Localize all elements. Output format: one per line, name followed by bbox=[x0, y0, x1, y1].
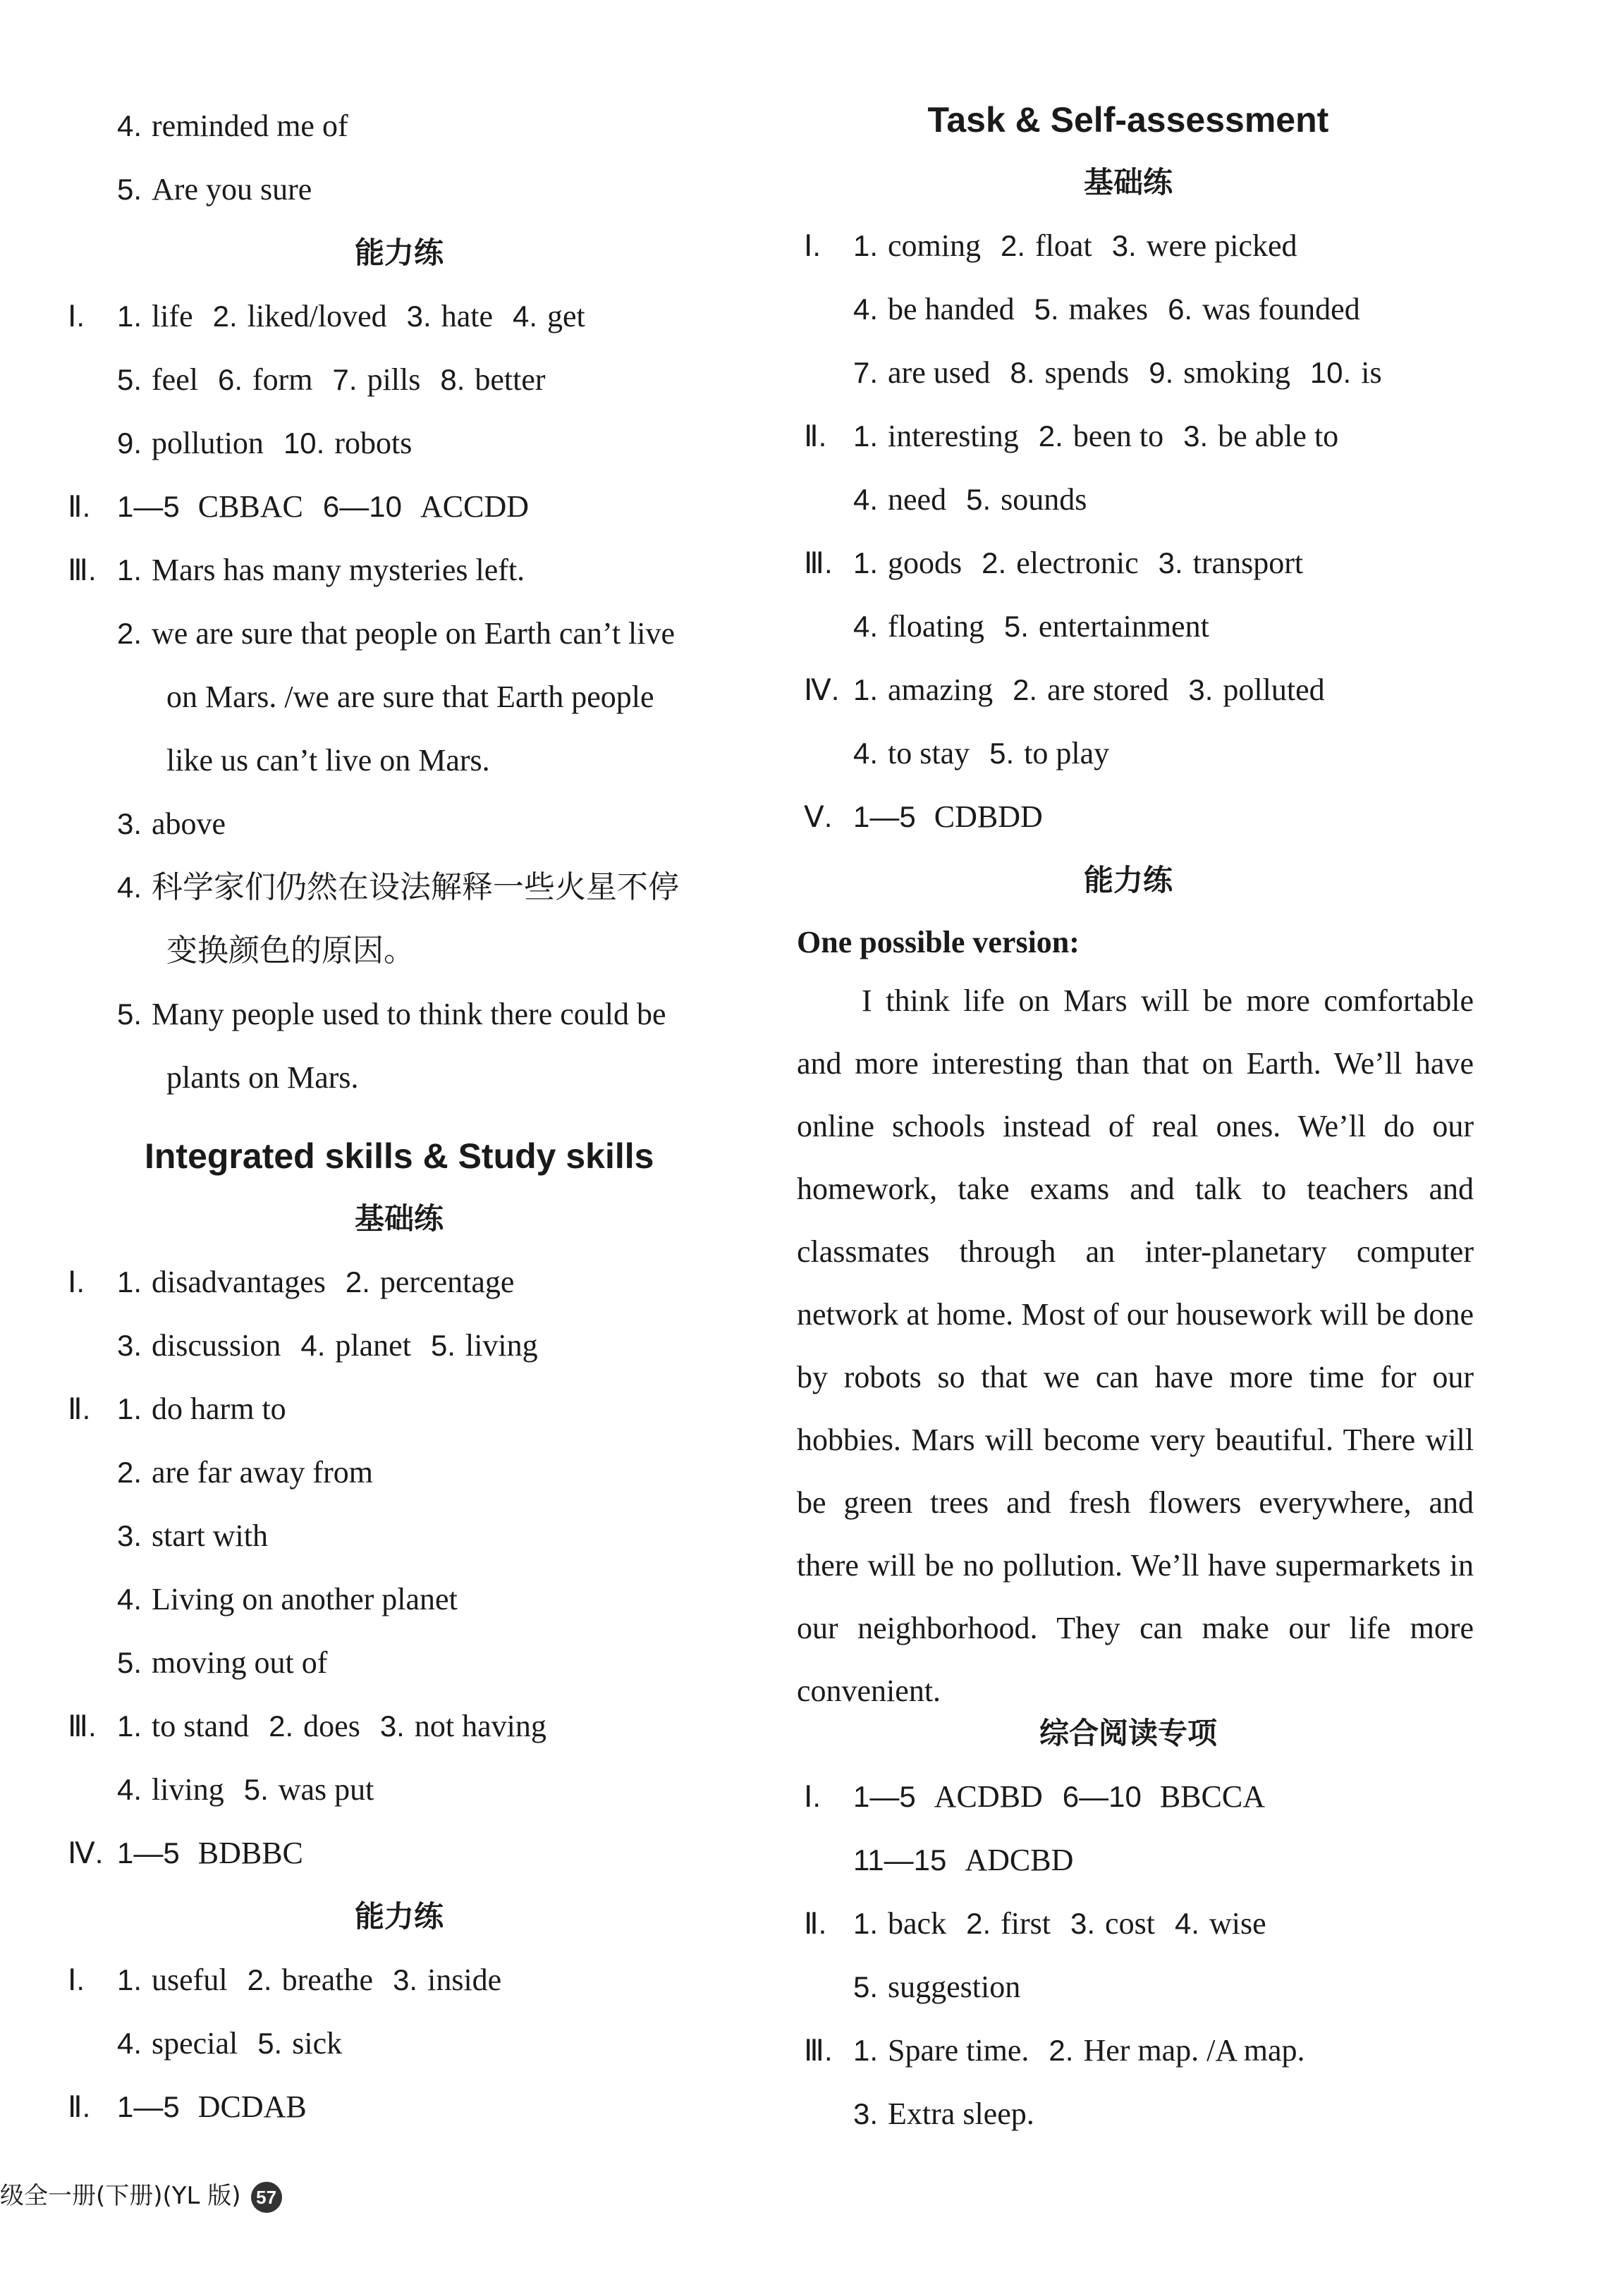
item-number: 2. bbox=[247, 1963, 272, 1996]
item-number: 3. bbox=[1111, 229, 1137, 262]
answer-content bbox=[117, 994, 666, 1035]
item-number: 4. bbox=[853, 293, 879, 326]
item-number: 1. bbox=[853, 546, 879, 579]
question-range: 1—5 bbox=[117, 490, 180, 523]
item-number: 2. bbox=[966, 1907, 991, 1940]
answer-content bbox=[117, 613, 675, 654]
roman-numeral: Ⅱ. bbox=[804, 1907, 827, 1940]
answer-content bbox=[117, 867, 679, 908]
answer-text: goods bbox=[888, 546, 963, 580]
choice-answers: DCDAB bbox=[197, 2089, 307, 2124]
item-number: 4. bbox=[117, 1583, 142, 1616]
item-number: 5. bbox=[1034, 293, 1059, 326]
page-number-badge: 57 bbox=[251, 2182, 282, 2213]
item-number: 4. bbox=[117, 871, 142, 904]
roman-numeral: Ⅳ. bbox=[68, 1836, 104, 1870]
subsection-heading: 能力练 bbox=[355, 235, 444, 270]
answer-text: we are sure that people on Earth can’t live bbox=[152, 616, 676, 651]
item-number: 5. bbox=[117, 173, 142, 206]
item-number: 4. bbox=[117, 1773, 142, 1806]
item-number: 1. bbox=[117, 1392, 142, 1425]
answer-content bbox=[117, 296, 585, 337]
section-heading: Integrated skills & Study skills bbox=[145, 1136, 654, 1176]
answer-text: are used bbox=[888, 355, 991, 390]
answer-text: interesting bbox=[888, 419, 1019, 453]
answer-text: first bbox=[1001, 1906, 1051, 1941]
answer-content bbox=[117, 360, 546, 400]
item-number: 5. bbox=[243, 1773, 269, 1806]
item-number: 1. bbox=[117, 1963, 142, 1996]
answer-text: to play bbox=[1024, 736, 1110, 771]
item-number: 5. bbox=[257, 2027, 283, 2060]
answer-content bbox=[117, 2087, 307, 2128]
item-number: 5. bbox=[853, 1970, 879, 2003]
answer-text: cost bbox=[1105, 1906, 1155, 1941]
answer-content bbox=[853, 2030, 1305, 2071]
item-number: 1. bbox=[853, 229, 879, 262]
answer-content bbox=[117, 2023, 342, 2064]
answer-text: does bbox=[303, 1709, 360, 1743]
choice-answers: ADCBD bbox=[965, 1843, 1074, 1877]
answer-text: suggestion bbox=[888, 1970, 1021, 2004]
roman-numeral: Ⅱ. bbox=[804, 419, 827, 453]
item-number: 4. bbox=[853, 610, 879, 643]
answer-text: be able to bbox=[1218, 419, 1339, 453]
answer-text: makes bbox=[1068, 292, 1149, 326]
item-number: 5. bbox=[117, 363, 142, 396]
answer-text: disadvantages bbox=[152, 1265, 326, 1299]
essay-paragraph: I think life on Mars will be more comfortable and more interesting than that on Earth. We’ll have online schools instead of real ones. We’ll do our homework, take exams and talk to teachers and classmates through an inter-planetary computer network at home. Most of our housework will be done by robots so that we can have more time for our hobbies. Mars will become very beautiful. There will be green trees and fresh flowers everywhere, and there will be no pollution. We’ll have supermarkets in our neighborhood. They can make our life more convenient. bbox=[797, 983, 1474, 1708]
subsection-heading: 基础练 bbox=[355, 1201, 444, 1236]
roman-numeral: Ⅴ. bbox=[804, 800, 833, 833]
item-number: 3. bbox=[406, 300, 432, 333]
answer-text: liked/loved bbox=[247, 299, 387, 333]
roman-numeral: Ⅰ. bbox=[68, 300, 85, 333]
item-number: 2. bbox=[117, 1456, 142, 1489]
item-number: 5. bbox=[989, 737, 1015, 770]
subsection-heading: 能力练 bbox=[355, 1899, 444, 1934]
answer-content bbox=[853, 2094, 1034, 2135]
item-number: 3. bbox=[1158, 546, 1183, 579]
answer-content bbox=[853, 670, 1325, 711]
item-number: 2. bbox=[1049, 2034, 1074, 2067]
answer-content bbox=[853, 352, 1382, 393]
item-number: 4. bbox=[117, 109, 142, 142]
choice-answers: BDBBC bbox=[197, 1836, 303, 1870]
roman-numeral: Ⅱ. bbox=[68, 2090, 91, 2123]
question-range: 1—5 bbox=[117, 2090, 180, 2123]
item-number: 4. bbox=[117, 2027, 142, 2060]
item-number: 2. bbox=[1013, 673, 1038, 706]
item-number: 3. bbox=[1070, 1907, 1096, 1940]
answer-text: need bbox=[888, 482, 947, 517]
answer-content bbox=[853, 226, 1297, 266]
answer-content bbox=[117, 1389, 286, 1430]
item-number: 2. bbox=[1001, 229, 1026, 262]
answer-text: back bbox=[888, 1906, 947, 1941]
answer-content bbox=[117, 1516, 268, 1557]
answer-content bbox=[853, 479, 1087, 520]
answer-text: robots bbox=[334, 426, 413, 460]
answer-text: form bbox=[252, 362, 313, 397]
subsection-heading: 综合阅读专项 bbox=[1039, 1716, 1218, 1750]
answer-text: float bbox=[1035, 228, 1092, 263]
choice-answers: CBBAC bbox=[197, 489, 303, 524]
item-number: 9. bbox=[1149, 356, 1174, 389]
item-number: 1. bbox=[117, 1265, 142, 1299]
item-number: 1. bbox=[117, 553, 142, 587]
item-number: 4. bbox=[1174, 1907, 1199, 1940]
roman-numeral: Ⅲ. bbox=[68, 1709, 97, 1743]
choice-answers: ACCDD bbox=[420, 489, 529, 524]
answer-text: start with bbox=[152, 1518, 269, 1553]
answer-text: to stand bbox=[152, 1709, 250, 1743]
answer-text: smoking bbox=[1183, 355, 1290, 390]
item-number: 4. bbox=[853, 737, 879, 770]
roman-numeral: Ⅱ. bbox=[68, 1392, 91, 1425]
roman-numeral: Ⅲ. bbox=[804, 2034, 833, 2067]
choice-answers: CDBDD bbox=[934, 799, 1043, 834]
answer-text: be handed bbox=[888, 292, 1015, 326]
answer-text: Her map. /A map. bbox=[1083, 2033, 1305, 2068]
answer-text: breathe bbox=[281, 1963, 374, 1997]
item-number: 3. bbox=[1183, 419, 1209, 453]
item-number: 1. bbox=[853, 419, 879, 453]
answer-content bbox=[117, 169, 312, 210]
item-number: 4. bbox=[300, 1329, 326, 1362]
roman-numeral: Ⅰ. bbox=[804, 1780, 821, 1813]
answer-text: above bbox=[152, 806, 226, 841]
answer-content bbox=[117, 106, 348, 147]
item-number: 1. bbox=[853, 2034, 879, 2067]
answer-content bbox=[117, 1960, 501, 2001]
item-number: 1. bbox=[117, 300, 142, 333]
answer-content bbox=[117, 1769, 374, 1810]
roman-numeral: Ⅰ. bbox=[804, 229, 821, 262]
answer-content: 变换颜色的原因。 bbox=[166, 933, 415, 968]
item-number: 3. bbox=[117, 1329, 142, 1362]
answer-text: discussion bbox=[152, 1328, 281, 1363]
item-number: 1. bbox=[853, 1907, 879, 1940]
roman-numeral: Ⅱ. bbox=[68, 490, 91, 523]
answer-content bbox=[117, 1579, 458, 1620]
answer-content bbox=[117, 1262, 514, 1303]
answer-text: living bbox=[465, 1328, 538, 1363]
item-number: 5. bbox=[966, 483, 991, 516]
answer-content bbox=[853, 797, 1043, 837]
item-number: 5. bbox=[430, 1329, 456, 1362]
question-range: 1—5 bbox=[853, 800, 916, 833]
model-essay bbox=[797, 969, 1474, 1722]
item-number: 5. bbox=[117, 997, 142, 1031]
page-footer bbox=[0, 2178, 282, 2214]
answer-text: better bbox=[475, 362, 546, 397]
answer-text: not having bbox=[414, 1709, 546, 1743]
item-number: 10. bbox=[1309, 356, 1352, 389]
answer-text: feel bbox=[152, 362, 198, 397]
item-number: 2. bbox=[1038, 419, 1063, 453]
answer-text: percentage bbox=[379, 1265, 515, 1299]
answer-text: planet bbox=[335, 1328, 411, 1363]
item-number: 4. bbox=[853, 483, 879, 516]
answer-content bbox=[117, 486, 529, 527]
item-number: 8. bbox=[1010, 356, 1035, 389]
subsection-heading: 能力练 bbox=[1084, 863, 1173, 897]
answer-content bbox=[853, 733, 1109, 774]
answer-content bbox=[853, 289, 1360, 330]
item-number: 5. bbox=[1003, 610, 1029, 643]
answer-content bbox=[853, 606, 1209, 647]
item-number: 3. bbox=[1188, 673, 1214, 706]
choice-answers: ACDBD bbox=[934, 1779, 1043, 1814]
item-number: 4. bbox=[513, 300, 538, 333]
item-number: 8. bbox=[440, 363, 465, 396]
answer-text: transport bbox=[1192, 546, 1304, 580]
item-number: 10. bbox=[283, 426, 325, 460]
answer-text: were picked bbox=[1146, 228, 1297, 263]
answer-text: useful bbox=[152, 1963, 228, 1997]
answer-text: floating bbox=[888, 609, 984, 644]
answer-text: special bbox=[152, 2026, 238, 2061]
item-number: 7. bbox=[853, 356, 879, 389]
answer-text: been to bbox=[1073, 419, 1164, 453]
answer-content bbox=[853, 1903, 1266, 1944]
item-number: 3. bbox=[853, 2097, 879, 2130]
item-number: 5. bbox=[117, 1646, 142, 1679]
answer-text: wise bbox=[1209, 1906, 1266, 1941]
question-range: 1—5 bbox=[117, 1836, 180, 1870]
roman-numeral: Ⅲ. bbox=[68, 553, 97, 587]
answer-text: are stored bbox=[1047, 673, 1169, 707]
answer-text: was founded bbox=[1202, 292, 1360, 326]
answer-content bbox=[117, 1706, 546, 1747]
answer-text: reminded me of bbox=[152, 109, 348, 143]
item-number: 2. bbox=[269, 1709, 294, 1743]
answer-text: living bbox=[152, 1772, 224, 1807]
answer-content bbox=[117, 1833, 303, 1874]
answer-text: life bbox=[152, 299, 193, 333]
item-number: 3. bbox=[117, 807, 142, 840]
answer-text: 科学家们仍然在设法解释一些火星不停 bbox=[152, 870, 680, 904]
answer-text: sick bbox=[292, 2026, 343, 2061]
answer-text: Extra sleep. bbox=[888, 2097, 1034, 2131]
answer-text: pollution bbox=[152, 426, 264, 460]
answer-text: inside bbox=[427, 1963, 502, 1997]
subsection-heading: 基础练 bbox=[1084, 165, 1173, 199]
item-number: 6. bbox=[217, 363, 243, 396]
item-number: 2. bbox=[212, 300, 238, 333]
answer-content bbox=[117, 423, 412, 464]
roman-numeral: Ⅳ. bbox=[804, 673, 840, 706]
answer-content bbox=[117, 804, 226, 845]
section-heading: Task & Self-assessment bbox=[927, 100, 1329, 140]
answer-content bbox=[853, 416, 1338, 457]
answer-text: Mars has many mysteries left. bbox=[152, 553, 525, 587]
roman-numeral: Ⅰ. bbox=[68, 1963, 85, 1996]
answer-text: Many people used to think there could be bbox=[152, 997, 666, 1031]
answer-content: on Mars. /we are sure that Earth people bbox=[166, 680, 654, 714]
item-number: 3. bbox=[379, 1709, 405, 1743]
answer-text: spends bbox=[1044, 355, 1130, 390]
footer-book-title: 级全一册(下册)(YL 版) bbox=[0, 2182, 241, 2210]
answer-text: electronic bbox=[1016, 546, 1139, 580]
answer-text: Spare time. bbox=[888, 2033, 1029, 2068]
item-number: 1. bbox=[117, 1709, 142, 1743]
item-number: 3. bbox=[393, 1963, 418, 1996]
answer-content bbox=[117, 550, 525, 591]
answer-text: moving out of bbox=[152, 1645, 328, 1680]
answer-text: coming bbox=[888, 228, 982, 263]
answer-text: pills bbox=[367, 362, 421, 397]
answer-text: entertainment bbox=[1038, 609, 1209, 644]
item-number: 6. bbox=[1168, 293, 1193, 326]
item-number: 7. bbox=[332, 363, 358, 396]
item-number: 2. bbox=[345, 1265, 370, 1299]
question-range: 1—5 bbox=[853, 1780, 916, 1813]
answer-content: plants on Mars. bbox=[166, 1060, 359, 1095]
version-label: One possible version: bbox=[797, 925, 1080, 959]
answer-text: Living on another planet bbox=[152, 1582, 458, 1616]
answer-text: is bbox=[1361, 355, 1382, 390]
question-range: 6—10 bbox=[1062, 1780, 1142, 1813]
answer-text: hate bbox=[441, 299, 493, 333]
answer-text: to stay bbox=[888, 736, 970, 771]
question-range: 6—10 bbox=[322, 490, 402, 523]
item-number: 3. bbox=[117, 1519, 142, 1552]
question-range: 11—15 bbox=[853, 1843, 947, 1877]
answer-text: was put bbox=[278, 1772, 374, 1807]
answer-text: are far away from bbox=[152, 1455, 373, 1490]
answer-text: get bbox=[547, 299, 585, 333]
answer-text: sounds bbox=[1001, 482, 1087, 517]
answer-text: amazing bbox=[888, 673, 994, 707]
choice-answers: BBCCA bbox=[1159, 1779, 1265, 1814]
item-number: 1. bbox=[853, 673, 879, 706]
roman-numeral: Ⅰ. bbox=[68, 1265, 85, 1299]
answer-content: like us can’t live on Mars. bbox=[166, 743, 490, 778]
answer-content bbox=[117, 1325, 538, 1366]
answer-content bbox=[853, 1840, 1073, 1881]
answer-text: Are you sure bbox=[152, 172, 312, 207]
roman-numeral: Ⅲ. bbox=[804, 546, 833, 579]
answer-content bbox=[853, 543, 1303, 584]
answer-text: polluted bbox=[1223, 673, 1325, 707]
answer-text: do harm to bbox=[152, 1392, 286, 1426]
answer-content bbox=[117, 1452, 373, 1493]
answer-content bbox=[853, 1967, 1020, 2008]
answer-content bbox=[117, 1643, 327, 1683]
item-number: 9. bbox=[117, 426, 142, 460]
item-number: 2. bbox=[117, 617, 142, 650]
answer-content bbox=[853, 1776, 1265, 1817]
item-number: 2. bbox=[982, 546, 1007, 579]
